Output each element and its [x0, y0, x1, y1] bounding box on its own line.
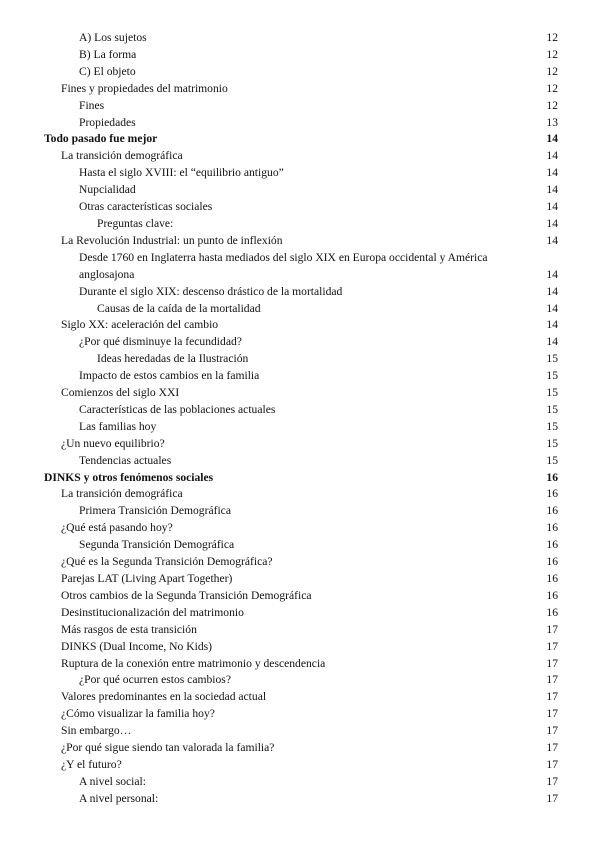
toc-entry-page-number: 13	[546, 115, 558, 129]
toc-entry-page-number: 14	[546, 166, 558, 180]
toc-entry[interactable]	[44, 284, 558, 301]
toc-entry-page-number: 14	[546, 301, 558, 315]
toc-entry-title: Parejas LAT (Living Apart Together)	[61, 572, 233, 585]
toc-entry-title: Características de las poblaciones actuales	[79, 402, 276, 416]
toc-entry-page-number: 14	[546, 335, 558, 349]
toc-entry[interactable]	[44, 199, 558, 216]
toc-entry-page-number: 16	[546, 538, 558, 552]
toc-entry-title: C) El objeto	[79, 64, 136, 78]
toc-entry[interactable]	[44, 216, 558, 233]
toc-entry-title: DINKS y otros fenómenos sociales	[44, 470, 214, 484]
toc-entry[interactable]	[44, 706, 558, 723]
toc-entry-title: La transición demográfica	[61, 487, 183, 501]
toc-entry-page-number: 14	[546, 284, 558, 298]
toc-entry-title: ¿Y el futuro?	[61, 757, 122, 771]
toc-entry[interactable]	[44, 351, 558, 368]
toc-entry[interactable]	[44, 723, 558, 740]
toc-entry-title: Preguntas clave:	[97, 216, 174, 230]
toc-entry-page-number: 17	[546, 639, 558, 653]
toc-entry[interactable]	[44, 672, 558, 689]
toc-entry-title: Valores predominantes en la sociedad actual	[61, 690, 267, 704]
toc-entry-page-number: 14	[546, 183, 558, 197]
toc-entry-page-number: 16	[546, 555, 558, 569]
toc-entry[interactable]	[44, 622, 558, 639]
toc-entry-page-number: 15	[546, 453, 558, 467]
toc-entry[interactable]	[44, 30, 558, 47]
toc-entry[interactable]	[44, 368, 558, 385]
toc-entry[interactable]	[44, 537, 558, 554]
toc-entry-page-number: 14	[546, 149, 558, 163]
toc-entry-title: Durante el siglo XIX: descenso drástico de la mortalidad	[79, 284, 343, 298]
toc-entry-title: Propiedades	[79, 115, 136, 129]
toc-entry-page-number: 15	[546, 352, 558, 366]
toc-entry[interactable]	[44, 656, 558, 673]
toc-entry-page-number: 17	[546, 724, 558, 738]
toc-entry-title: ¿Por qué sigue siendo tan valorada la familia?	[61, 741, 275, 755]
toc-entry-page-number: 12	[546, 31, 558, 44]
toc-entry[interactable]	[44, 520, 558, 537]
toc-entry-page-number: 17	[546, 673, 558, 687]
toc-entry-title: Nupcialidad	[79, 183, 136, 197]
toc-entry-page-number: 16	[546, 588, 558, 602]
toc-entry[interactable]	[44, 81, 558, 98]
toc-entry[interactable]	[44, 115, 558, 132]
toc-entry[interactable]	[44, 740, 558, 757]
toc-entry[interactable]	[44, 148, 558, 165]
toc-entry-page-number: 14	[546, 200, 558, 214]
toc-entry-page-number: 14	[546, 233, 558, 247]
toc-entry[interactable]	[44, 588, 558, 605]
toc-entry-title: Otras características sociales	[79, 200, 213, 214]
toc-entry[interactable]	[44, 419, 558, 436]
toc-entry-page-number: 15	[546, 436, 558, 450]
toc-entry[interactable]	[44, 639, 558, 656]
toc-entry[interactable]	[44, 554, 558, 571]
toc-entry-title: ¿Por qué ocurren estos cambios?	[79, 673, 231, 687]
toc-entry-page-number: 17	[546, 707, 558, 721]
toc-entry-title: Otros cambios de la Segunda Transición Demográfica	[61, 588, 312, 602]
toc-entry[interactable]	[44, 436, 558, 453]
toc-entry[interactable]	[44, 317, 558, 334]
toc-entry[interactable]	[44, 453, 558, 470]
toc-entry-title: Causas de la caída de la mortalidad	[97, 301, 261, 315]
toc-entry-title: Primera Transición Demográfica	[79, 504, 231, 518]
toc-entry-title: Tendencias actuales	[79, 453, 172, 467]
toc-entry-page-number: 17	[546, 741, 558, 755]
toc-entry[interactable]	[44, 64, 558, 81]
toc-entry-title: Segunda Transición Demográfica	[79, 538, 235, 552]
toc-entry-page-number: 16	[546, 521, 558, 535]
toc-entry-page-number: 16	[546, 504, 558, 518]
toc-entry[interactable]	[44, 571, 558, 588]
toc-entry-title: Comienzos del siglo XXI	[61, 386, 180, 400]
toc-entry-title: B) La forma	[79, 47, 137, 61]
toc-entry-title: Siglo XX: aceleración del cambio	[61, 318, 219, 332]
toc-entry-title: Impacto de estos cambios en la familia	[79, 369, 260, 383]
toc-entry-page-number: 14	[546, 267, 558, 281]
toc-entry-page-number: 12	[546, 64, 558, 78]
toc-entry-page-number: 17	[546, 690, 558, 704]
toc-entry[interactable]	[44, 791, 558, 808]
toc-entry[interactable]	[44, 503, 558, 520]
toc-entry-page-number: 14	[546, 216, 558, 230]
toc-entry[interactable]	[44, 402, 558, 419]
toc-entry-page-number: 16	[546, 487, 558, 501]
toc-entry[interactable]	[44, 301, 558, 318]
toc-entry-title: ¿Un nuevo equilibrio?	[61, 436, 165, 450]
toc-entry[interactable]	[44, 385, 558, 402]
toc-entry-page-number: 17	[546, 774, 558, 788]
toc-entry-title: ¿Cómo visualizar la familia hoy?	[61, 707, 215, 721]
toc-entry-page-number: 15	[546, 402, 558, 416]
toc-entry-page-number: 17	[546, 656, 558, 670]
toc-entry-title: ¿Por qué disminuye la fecundidad?	[79, 335, 242, 349]
toc-entry-title: Fines y propiedades del matrimonio	[61, 81, 228, 95]
toc-entry-title: Sin embargo…	[61, 724, 132, 738]
toc-chapter-entry[interactable]	[44, 131, 558, 148]
toc-entry[interactable]	[44, 757, 558, 774]
toc-entry[interactable]	[44, 689, 558, 706]
toc-entry-title: Fines	[79, 98, 105, 112]
table-of-contents	[44, 30, 558, 808]
toc-entry-page-number: 12	[546, 81, 558, 95]
toc-entry-title: A) Los sujetos	[79, 31, 147, 44]
toc-entry-title: ¿Qué está pasando hoy?	[61, 521, 173, 535]
toc-entry-title: Las familias hoy	[79, 419, 157, 433]
toc-entry-title: Todo pasado fue mejor	[44, 132, 158, 146]
toc-entry-page-number: 17	[546, 757, 558, 771]
toc-entry-page-number: 12	[546, 47, 558, 61]
toc-entry-page-number: 14	[546, 318, 558, 332]
toc-entry[interactable]	[44, 47, 558, 64]
toc-chapter-entry[interactable]	[44, 470, 558, 487]
toc-entry[interactable]	[44, 98, 558, 115]
toc-entry-page-number: 17	[546, 622, 558, 636]
toc-entry-page-number: 16	[546, 470, 558, 484]
toc-entry-page-number: 16	[546, 605, 558, 619]
toc-entry-title: Desinstitucionalización del matrimonio	[61, 605, 244, 619]
toc-entry-title: Ideas heredadas de la Ilustración	[97, 352, 249, 366]
toc-entry-title: Más rasgos de esta transición	[61, 622, 197, 636]
toc-entry-page-number: 15	[546, 386, 558, 400]
toc-entry-page-number: 12	[546, 98, 558, 112]
toc-entry-title: Ruptura de la conexión entre matrimonio y descendencia	[61, 656, 326, 670]
toc-entry-title: ¿Qué es la Segunda Transición Demográfica?	[61, 555, 273, 569]
toc-entry[interactable]	[44, 250, 558, 284]
toc-entry-page-number: 17	[546, 791, 558, 805]
toc-entry-title: Desde 1760 en Inglaterra hasta mediados del siglo XIX en Europa occidental y América anglosajona	[79, 250, 488, 281]
toc-entry-page-number: 15	[546, 369, 558, 383]
toc-entry[interactable]	[44, 233, 558, 250]
toc-entry-title: La Revolución Industrial: un punto de inflexión	[61, 233, 283, 247]
toc-entry[interactable]	[44, 774, 558, 791]
toc-entry[interactable]	[44, 165, 558, 182]
toc-entry-page-number: 16	[546, 572, 558, 585]
toc-entry-title: DINKS (Dual Income, No Kids)	[61, 639, 213, 653]
toc-entry[interactable]	[44, 486, 558, 503]
toc-entry-title: La transición demográfica	[61, 149, 183, 163]
toc-entry-title: Hasta el siglo XVIII: el “equilibrio antiguo”	[79, 166, 284, 180]
toc-entry[interactable]	[44, 605, 558, 622]
toc-entry[interactable]	[44, 334, 558, 351]
toc-entry-title: A nivel personal:	[79, 791, 159, 805]
toc-entry[interactable]	[44, 182, 558, 199]
toc-entry-title: A nivel social:	[79, 774, 146, 788]
toc-entry-page-number: 15	[546, 419, 558, 433]
toc-entry-page-number: 14	[546, 132, 558, 146]
